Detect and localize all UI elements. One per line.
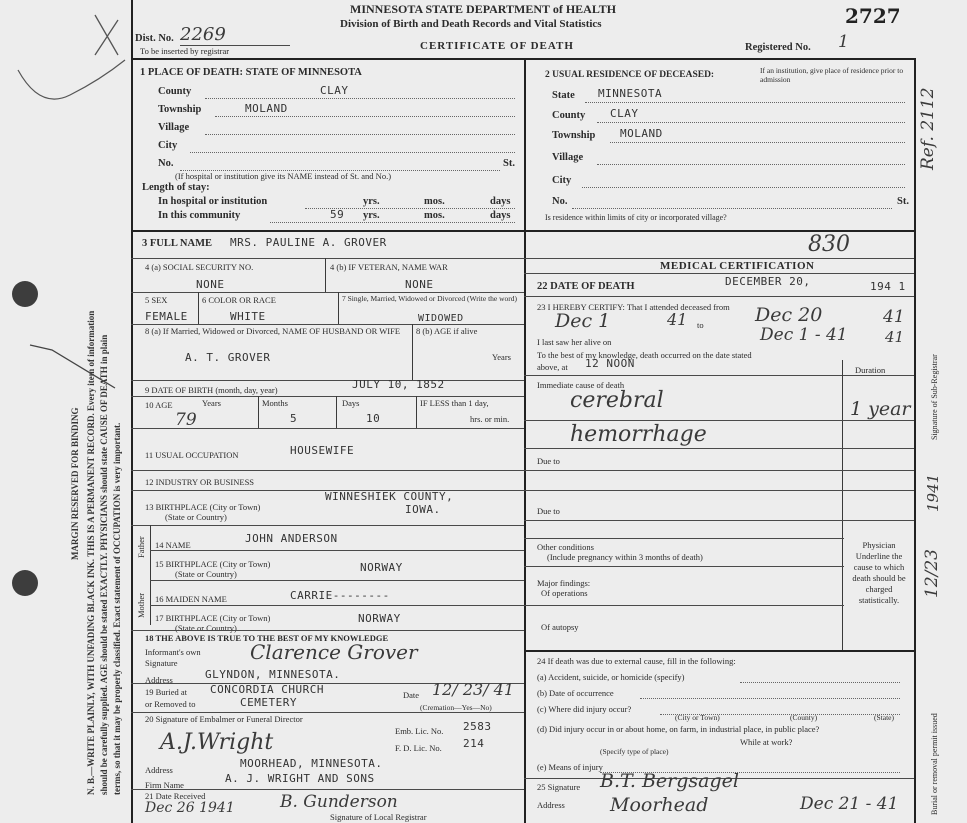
ssn-value: NONE	[196, 278, 225, 291]
emb-lic: 2583	[463, 720, 492, 733]
county-label: County	[158, 86, 192, 97]
physician-address: Moorhead	[610, 794, 709, 816]
dob-label: 9 DATE OF BIRTH (month, day, year)	[145, 385, 278, 395]
cause-line1: cerebral	[570, 388, 664, 413]
attended-from: Dec 1	[555, 310, 611, 332]
certify-label: 23 I HEREBY CERTIFY: That I attended deceased from	[537, 302, 730, 312]
res-township-label: Township	[552, 130, 596, 141]
hospital-stay-label: In hospital or institution	[158, 196, 268, 207]
fd-lic: 214	[463, 737, 485, 750]
director-signature: A.J.Wright	[160, 730, 274, 755]
sex-value: FEMALE	[145, 310, 188, 323]
birthplace-line2: IOWA.	[405, 503, 441, 516]
center-divider	[524, 58, 526, 823]
marital-label: 7 Single, Married, Widowed or Divorced (Write the word)	[342, 294, 518, 303]
informant-statement: 18 THE ABOVE IS TRUE TO THE BEST OF MY KNOWLEDGE	[145, 633, 389, 643]
age-label: 10 AGE	[145, 400, 173, 410]
cause-duration: 1 year	[850, 398, 911, 420]
division-title: Division of Birth and Death Records and Vital Statistics	[340, 18, 602, 30]
father-side-label: Father	[136, 536, 146, 558]
sub-registrar-label: Signature of Sub-Registrar	[930, 354, 939, 440]
spouse-age-label: 8 (b) AGE if alive	[416, 326, 478, 336]
res-county-label: County	[552, 110, 586, 121]
father-name: JOHN ANDERSON	[245, 532, 338, 545]
occupation-value: HOUSEWIFE	[290, 444, 355, 457]
external-cause-label: 24 If death was due to external cause, fill in the following:	[537, 656, 736, 666]
dist-no-value: 2269	[180, 24, 226, 45]
department-title: MINNESOTA STATE DEPARTMENT of HEALTH	[350, 2, 617, 16]
buried-label: 19 Buried at	[145, 687, 188, 697]
full-name: MRS. PAULINE A. GROVER	[230, 236, 387, 249]
margin-binding: MARGIN RESERVED FOR BINDING	[70, 407, 80, 560]
death-county: CLAY	[320, 84, 349, 97]
mother-birthplace-label: 17 BIRTHPLACE (City or Town)	[155, 613, 271, 623]
corner-note: Ref. 2112	[918, 87, 938, 170]
stamp-number: 2727	[845, 4, 901, 28]
permit-label: Burial or removal permit issued	[930, 713, 939, 815]
res-county: CLAY	[610, 107, 639, 120]
date-received: Dec 26 1941	[145, 800, 235, 816]
father-birthplace: NORWAY	[360, 561, 403, 574]
director-address: MOORHEAD, MINNESOTA.	[240, 757, 383, 770]
margin-instruction-1: N. B.—WRITE PLAINLY, WITH UNFADING BLACK INK. THIS IS A PERMANENT RECORD. Every item of information	[86, 310, 96, 795]
margin-pen-marks	[0, 0, 135, 823]
dob-value: JULY 10, 1852	[352, 378, 445, 391]
township-label: Township	[158, 104, 202, 115]
medical-heading: MEDICAL CERTIFICATION	[660, 260, 815, 272]
veteran-value: NONE	[405, 278, 434, 291]
race-label: 6 COLOR OR RACE	[202, 295, 276, 305]
informant-address: GLYNDON, MINNESOTA.	[205, 668, 341, 681]
immediate-cause-label: Immediate cause of death	[537, 380, 625, 390]
industry-label: 12 INDUSTRY OR BUSINESS	[145, 477, 255, 487]
physician-sig-label: 25 Signature	[537, 782, 581, 792]
mother-side-label: Mother	[136, 592, 146, 618]
dist-note: To be inserted by registrar	[140, 46, 230, 56]
occupation-label: 11 USUAL OCCUPATION	[145, 450, 239, 460]
res-city-label: City	[552, 175, 572, 186]
st-label: St.	[503, 158, 515, 169]
ssn-label: 4 (a) SOCIAL SECURITY NO.	[145, 262, 254, 272]
certificate-title: CERTIFICATE OF DEATH	[420, 40, 574, 52]
mother-birthplace: NORWAY	[358, 612, 401, 625]
age-days: 10	[366, 412, 381, 425]
burial-date: 12/ 23/ 41	[432, 680, 515, 699]
village-label: Village	[158, 122, 190, 133]
time-of-death: 12 NOON	[585, 357, 635, 370]
form-left-border	[131, 0, 133, 823]
no-label: No.	[158, 158, 174, 169]
mother-name: CARRIE--------	[290, 589, 390, 602]
birthplace-line1: WINNESHIEK COUNTY,	[325, 490, 454, 503]
res-st-label: St.	[897, 196, 909, 207]
date-of-death-label: 22 DATE OF DEATH	[537, 281, 635, 292]
marital-value: WIDOWED	[418, 313, 464, 324]
veteran-label: 4 (b) IF VETERAN, NAME WAR	[330, 262, 448, 272]
last-saw: Dec 1 - 41	[760, 325, 848, 345]
registered-no-label: Registered No.	[745, 42, 811, 53]
side-number: 830	[808, 232, 850, 257]
margin-instruction-3: terms, so that it may be properly classified. Exact statement of OCCUPATION is very important.	[112, 422, 122, 795]
residence-note: If an institution, give place of residence prior to admission	[760, 66, 904, 84]
res-village-label: Village	[552, 152, 584, 163]
res-township: MOLAND	[620, 127, 663, 140]
director-label: 20 Signature of Embalmer or Funeral Director	[145, 714, 303, 724]
permit-date: 12/23	[922, 549, 942, 598]
race-value: WHITE	[230, 310, 266, 323]
birthplace-label: 13 BIRTHPLACE (City or Town)	[145, 502, 261, 512]
date-received-label: 21 Date Received	[145, 791, 206, 801]
community-stay-label: In this community	[158, 210, 241, 221]
age-years: 79	[175, 410, 197, 430]
death-certificate: N. B.—WRITE PLAINLY, WITH UNFADING BLACK INK. THIS IS A PERMANENT RECORD. Every item of information should be carefully supplied. AGE should be stated EXACTLY. PHYSICIANS should state CAUSE OF DEATH in plain terms, so that it may be properly classified. Exact statement of OCCUPATION is very important. MARGIN RESERVED FOR BINDING MINNESOTA STATE DEPARTMENT of HEALTH Division of Birth and Death Records and Vital Statistics CERTIFICATE OF DEATH 2727 Dist. No. 2269 To be inserted by registrar Registered No. 1 1 PLACE OF DEATH: STATE OF MINNESOTA County CLAY Township MOLAND Village City No. St. (If hospital or institution give its NAME instead of St. and No.) Length of stay: In hospital or institution yrs. mos. days In this community 59 yrs. mos. days 2 USUAL RESIDENCE OF DECEASED: If an institution, give place of residence prior to admission State MINNESOTA County CLAY Township MOLAND Village City No. St. Is residence within limits of city or incorporated village? 3 FULL NAME MRS. PAULINE A. GROVER 830 4 (a) SOCIAL SECURITY NO. NONE 4 (b) IF VETERAN, NAME WAR NONE 5 SEX FEMALE 6 COLOR OR RACE WHITE 7 Single, Married, Widowed or Divorced (Write the word) WIDOWED 8 (a) If Married, Widowed or Divorced, NAME OF HUSBAND OR WIFE 8 (b) AGE if alive Years A. T. GROVER 9 DATE OF BIRTH (month, day, year) JULY 10, 1852 10 AGE Years 79 Months 5 Days 10 IF LESS than 1 day, hrs. or min. 11 USUAL OCCUPATION HOUSEWIFE 12 INDUSTRY OR BUSINESS 13 BIRTHPLACE (City or Town) (State or Country) WINNESHIEK COUNTY, IOWA. Father Mother 14 NAME JOHN ANDERSON 15 BIRTHPLACE (City or Town) (State or Country) NORWAY 16 MAIDEN NAME CARRIE-------- 17 BIRTHPLACE (City or Town) (State or Country) NORWAY 18 THE ABOVE IS TRUE TO THE BEST OF MY KNOWLEDGE Informant's own Signature Clarence Grover Address GLYNDON, MINNESOTA. 19 Buried at CONCORDIA CHURCH or Removed to CEMETERY Date 12/ 23/ 41 (Cremation—Yes—No) 20 Signature of Embalmer or Funeral Director A.J.Wright Emb. Lic. No. 2583 F. D. Lic. No. 214 Address MOORHEAD, MINNESOTA. Firm Name A. J. WRIGHT AND SONS 21 Date Received Dec 26 1941 B. Gunderson Signature of Local Registrar MEDICAL CERTIFICATION 22 DATE OF DEATH DECEMBER 20, 194 1 23 I HEREBY CERTIFY: That I attended deceased from Dec 1 41 to Dec 20 41 I last saw her alive on Dec 1 - 41 41 To the best of my knowledge, death occurred on the date stated above, at 12 NOON Duration Immediate cause of death cerebral hemorrhage 1 year Due to Due to Other conditions (Include pregnancy within 3 months of death) Major findings: Of operations Of autopsy Physician Underline the cause to which death should be charged statistically. 24 If death was due to external cause, fill in the following: (a) Accident, suicide, or homicide (specify) (b) Date of occurrence (c) Where did injury occur? (City or Town) (County) (State) (d) Did injury occur in or about home, on farm, in industrial place, in public place? (Specify type of place) While at work? (e) Means of injury 25 Signature B.T. Bergsagel Address Moorhead Dec 21 - 41 Signature of Sub-Registrar Burial or removal permit issued 12/23 1941 Ref. 2112	[0, 0, 967, 823]
margin-instruction-2: should be carefully supplied. AGE should be stated EXACTLY. PHYSICIANS should state CAUSE OF DEATH in plain	[99, 334, 109, 795]
dist-no-label: Dist. No.	[135, 33, 174, 44]
sex-label: 5 SEX	[145, 295, 168, 305]
date-of-death: DECEMBER 20,	[725, 275, 811, 288]
permit-year: 1941	[924, 473, 942, 512]
father-name-label: 14 NAME	[155, 540, 191, 550]
year-of-death: 194 1	[870, 280, 906, 293]
physician-date: Dec 21 - 41	[800, 794, 899, 814]
cause-line2: hemorrhage	[570, 422, 707, 447]
form-right-border	[914, 58, 916, 823]
physician-note: Physician Underline the cause to which death should be charged statistically.	[852, 540, 906, 605]
length-of-stay-label: Length of stay:	[142, 182, 210, 193]
attended-to: Dec 20	[755, 304, 823, 326]
hospital-note: (If hospital or institution give its NAME instead of St. and No.)	[175, 171, 392, 181]
informant-signature: Clarence Grover	[250, 640, 418, 664]
form-top-rule	[131, 58, 914, 60]
registrar-signature: B. Gunderson	[280, 792, 398, 812]
res-state-label: State	[552, 90, 575, 101]
res-limits-label: Is residence within limits of city or incorporated village?	[545, 213, 727, 222]
father-birthplace-label: 15 BIRTHPLACE (City or Town)	[155, 559, 271, 569]
buried-value: CONCORDIA CHURCH	[210, 683, 324, 696]
spouse-label: 8 (a) If Married, Widowed or Divorced, NAME OF HUSBAND OR WIFE	[145, 326, 401, 336]
res-no-label: No.	[552, 196, 568, 207]
residence-heading: 2 USUAL RESIDENCE OF DECEASED:	[545, 70, 715, 80]
registered-no-value: 1	[838, 32, 849, 52]
firm-name: A. J. WRIGHT AND SONS	[225, 772, 375, 785]
cemetery: CEMETERY	[240, 696, 297, 709]
physician-signature: B.T. Bergsagel	[600, 770, 739, 792]
res-state: MINNESOTA	[598, 87, 663, 100]
mother-name-label: 16 MAIDEN NAME	[155, 594, 227, 604]
full-name-label: 3 FULL NAME	[142, 238, 213, 249]
place-of-death-heading: 1 PLACE OF DEATH: STATE OF MINNESOTA	[140, 67, 362, 78]
city-label: City	[158, 140, 178, 151]
community-years: 59	[330, 208, 345, 221]
death-township: MOLAND	[245, 102, 288, 115]
spouse-name: A. T. GROVER	[185, 351, 271, 364]
age-months: 5	[290, 412, 298, 425]
